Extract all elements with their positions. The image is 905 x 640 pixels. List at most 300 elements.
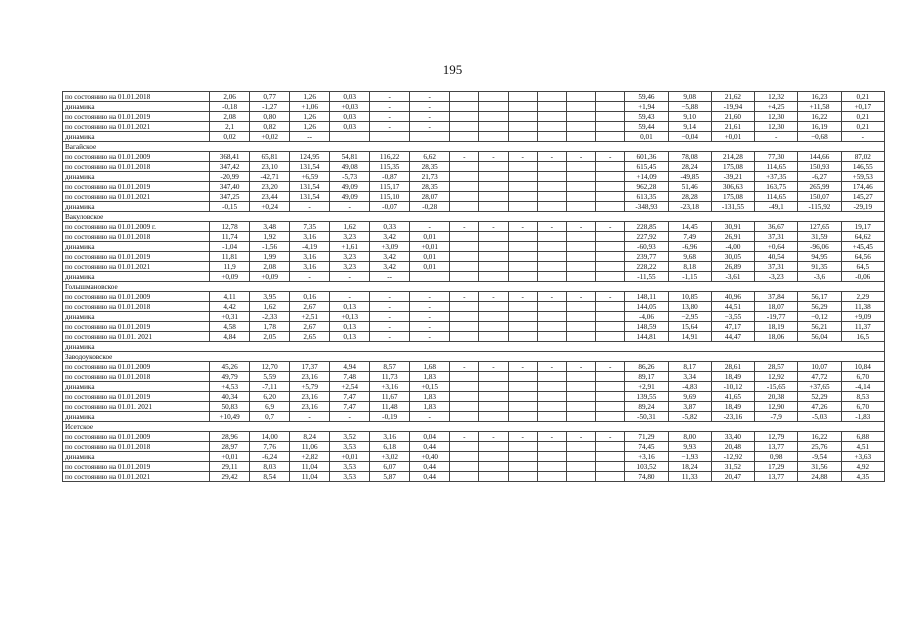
table-cell: 11,48 xyxy=(370,402,410,412)
table-cell xyxy=(537,252,566,262)
table-cell: 1,83 xyxy=(410,402,450,412)
table-row xyxy=(63,122,885,132)
table-cell: +1,06 xyxy=(290,102,330,112)
table-cell: 23,16 xyxy=(290,372,330,382)
table-cell xyxy=(596,312,625,322)
table-cell: 87,02 xyxy=(841,152,884,162)
table-row xyxy=(63,242,885,252)
table-cell: 11,37 xyxy=(841,322,884,332)
table-row xyxy=(63,452,885,462)
table-cell: 56,17 xyxy=(798,292,841,302)
table-cell: 21,61 xyxy=(711,122,754,132)
table-cell: 8,24 xyxy=(290,432,330,442)
table-cell: +14,09 xyxy=(625,172,668,182)
table-cell xyxy=(508,202,537,212)
table-cell: 7,48 xyxy=(330,372,370,382)
section-row xyxy=(63,342,885,352)
table-row xyxy=(63,402,885,412)
table-cell: 12,70 xyxy=(250,362,290,372)
table-cell: 228,22 xyxy=(625,262,668,272)
table-cell xyxy=(450,442,479,452)
table-cell: −3,55 xyxy=(711,312,754,322)
table-row xyxy=(63,132,885,142)
table-cell: - xyxy=(508,222,537,232)
table-cell: - xyxy=(537,432,566,442)
table-cell: 2,29 xyxy=(841,292,884,302)
table-cell: -23,16 xyxy=(711,412,754,422)
table-cell: -0,07 xyxy=(370,202,410,212)
table-cell: 31,56 xyxy=(798,462,841,472)
table-cell: 23,16 xyxy=(290,392,330,402)
table-cell: 4,35 xyxy=(841,472,884,482)
table-cell: 16,22 xyxy=(798,432,841,442)
table-cell: −5,88 xyxy=(668,102,711,112)
table-cell: 0,13 xyxy=(330,302,370,312)
table-cell xyxy=(450,392,479,402)
table-cell xyxy=(537,472,566,482)
table-cell: 2,08 xyxy=(250,262,290,272)
table-cell: −0,04 xyxy=(668,132,711,142)
table-row xyxy=(63,372,885,382)
table-cell xyxy=(596,472,625,482)
table-cell: 40,96 xyxy=(711,292,754,302)
table-cell: 0,98 xyxy=(755,452,798,462)
row-label: динамика xyxy=(63,412,210,422)
table-cell: 12,30 xyxy=(755,122,798,132)
table-cell: 18,24 xyxy=(668,462,711,472)
table-cell: 6,18 xyxy=(370,442,410,452)
table-cell: -1,04 xyxy=(210,242,250,252)
table-cell xyxy=(508,122,537,132)
row-label: по состоянию на 01.01.2021 xyxy=(63,472,210,482)
table-cell: 12,79 xyxy=(755,432,798,442)
table-cell: - xyxy=(479,292,508,302)
table-cell xyxy=(479,92,508,102)
table-cell: 33,40 xyxy=(711,432,754,442)
table-cell: 40,34 xyxy=(210,392,250,402)
table-cell xyxy=(508,412,537,422)
table-cell xyxy=(450,122,479,132)
table-cell: - xyxy=(596,362,625,372)
table-cell: +0,09 xyxy=(210,272,250,282)
table-cell xyxy=(596,202,625,212)
table-cell xyxy=(450,92,479,102)
table-cell: 12,30 xyxy=(755,112,798,122)
table-cell xyxy=(566,252,595,262)
table-cell: 9,08 xyxy=(668,92,711,102)
table-cell xyxy=(450,472,479,482)
table-cell: 0,21 xyxy=(841,122,884,132)
table-cell xyxy=(508,462,537,472)
table-cell: 0,01 xyxy=(625,132,668,142)
table-cell: 24,88 xyxy=(798,472,841,482)
table-cell xyxy=(479,442,508,452)
table-cell: 116,22 xyxy=(370,152,410,162)
table-cell: 2,67 xyxy=(290,302,330,312)
table-cell: 52,29 xyxy=(798,392,841,402)
table-cell: 64,56 xyxy=(841,252,884,262)
table-cell xyxy=(479,472,508,482)
table-cell: - xyxy=(450,362,479,372)
table-cell: -6,27 xyxy=(798,172,841,182)
table-cell: 175,08 xyxy=(711,162,754,172)
table-cell: 239,77 xyxy=(625,252,668,262)
table-cell: 5,87 xyxy=(370,472,410,482)
table-cell: - xyxy=(330,202,370,212)
table-cell: - xyxy=(450,292,479,302)
table-cell: 103,52 xyxy=(625,462,668,472)
table-cell: 12,78 xyxy=(210,222,250,232)
table-cell: - xyxy=(410,92,450,102)
table-cell xyxy=(479,242,508,252)
table-cell xyxy=(508,452,537,462)
table-cell: 8,03 xyxy=(250,462,290,472)
table-cell: +3,63 xyxy=(841,452,884,462)
table-cell: +0,24 xyxy=(250,202,290,212)
table-cell: 0,77 xyxy=(250,92,290,102)
table-cell: - xyxy=(508,152,537,162)
section-fill xyxy=(210,422,885,432)
table-cell xyxy=(508,322,537,332)
table-cell: 0,01 xyxy=(410,252,450,262)
table-cell xyxy=(537,122,566,132)
table-cell: +2,91 xyxy=(625,382,668,392)
table-cell: 12,92 xyxy=(755,372,798,382)
table-cell: +0,03 xyxy=(330,102,370,112)
table-cell: 9,14 xyxy=(668,122,711,132)
table-cell: -7,11 xyxy=(250,382,290,392)
table-cell xyxy=(450,382,479,392)
row-label: по состоянию на 01.01. 2021 xyxy=(63,332,210,342)
table-cell: 1,83 xyxy=(410,372,450,382)
table-cell: -- xyxy=(370,272,410,282)
table-cell xyxy=(479,112,508,122)
table-cell: -5,03 xyxy=(798,412,841,422)
table-cell: +0,09 xyxy=(250,272,290,282)
table-cell: 31,59 xyxy=(798,232,841,242)
table-cell: - xyxy=(450,222,479,232)
table-cell: 139,55 xyxy=(625,392,668,402)
table-cell xyxy=(450,332,479,342)
table-cell xyxy=(596,262,625,272)
table-cell: -4,83 xyxy=(668,382,711,392)
table-cell: - xyxy=(370,322,410,332)
table-cell: 3,42 xyxy=(370,262,410,272)
table-cell: 1,83 xyxy=(410,392,450,402)
table-cell: 9,93 xyxy=(668,442,711,452)
table-cell xyxy=(566,312,595,322)
table-cell: - xyxy=(566,432,595,442)
table-row xyxy=(63,442,885,452)
table-cell: -19,94 xyxy=(711,102,754,112)
table-cell: 114,65 xyxy=(755,192,798,202)
table-cell xyxy=(450,232,479,242)
table-cell: 89,17 xyxy=(625,372,668,382)
table-cell: 4,51 xyxy=(841,442,884,452)
table-cell xyxy=(479,232,508,242)
section-fill xyxy=(210,282,885,292)
table-cell xyxy=(479,272,508,282)
table-row xyxy=(63,332,885,342)
table-cell xyxy=(566,112,595,122)
table-cell: 3,16 xyxy=(370,432,410,442)
table-cell: 23,20 xyxy=(250,182,290,192)
table-cell xyxy=(479,202,508,212)
row-label: по состоянию на 01.01.2009 xyxy=(63,152,210,162)
table-cell: 20,47 xyxy=(711,472,754,482)
table-cell xyxy=(596,102,625,112)
table-cell: 74,45 xyxy=(625,442,668,452)
table-cell: 0,16 xyxy=(290,292,330,302)
table-cell xyxy=(566,392,595,402)
table-cell xyxy=(508,382,537,392)
table-cell: 2,1 xyxy=(210,122,250,132)
table-cell: +3,02 xyxy=(370,452,410,462)
section-row xyxy=(63,282,885,292)
table-cell: 3,34 xyxy=(668,372,711,382)
table-cell xyxy=(479,372,508,382)
table-cell xyxy=(450,412,479,422)
table-cell: 44,47 xyxy=(711,332,754,342)
table-cell: 25,76 xyxy=(798,442,841,452)
table-cell xyxy=(450,452,479,462)
table-cell: 37,31 xyxy=(755,262,798,272)
table-cell: - xyxy=(330,412,370,422)
table-cell: 47,26 xyxy=(798,402,841,412)
table-cell xyxy=(596,382,625,392)
table-cell: - xyxy=(596,432,625,442)
row-label: по состоянию на 01.01.2018 xyxy=(63,372,210,382)
table-cell: 4,58 xyxy=(210,322,250,332)
table-cell: 23,10 xyxy=(250,162,290,172)
table-cell: - xyxy=(370,112,410,122)
table-cell: 145,27 xyxy=(841,192,884,202)
table-cell xyxy=(479,102,508,112)
table-row xyxy=(63,182,885,192)
table-row xyxy=(63,292,885,302)
section-label: динамика xyxy=(63,342,210,352)
table-cell xyxy=(566,132,595,142)
table-cell: -19,77 xyxy=(755,312,798,322)
table-cell: +0,31 xyxy=(210,312,250,322)
table-cell: -5,73 xyxy=(330,172,370,182)
table-cell: 4,84 xyxy=(210,332,250,342)
table-cell: 114,65 xyxy=(755,162,798,172)
section-row xyxy=(63,352,885,362)
row-label: динамика xyxy=(63,452,210,462)
table-cell: -1,27 xyxy=(250,102,290,112)
table-cell xyxy=(537,332,566,342)
table-cell xyxy=(596,462,625,472)
row-label: по состоянию на 01.01.2018 xyxy=(63,162,210,172)
table-cell: -131,55 xyxy=(711,202,754,212)
table-cell: 124,95 xyxy=(290,152,330,162)
table-cell: 3,42 xyxy=(370,252,410,262)
table-cell: 47,17 xyxy=(711,322,754,332)
table-cell: -0,15 xyxy=(210,202,250,212)
table-row xyxy=(63,392,885,402)
table-row xyxy=(63,382,885,392)
table-cell: 37,84 xyxy=(755,292,798,302)
row-label: по состоянию на 01.01.2009 xyxy=(63,292,210,302)
table-cell xyxy=(450,112,479,122)
table-cell: 115,10 xyxy=(370,192,410,202)
table-cell: 115,17 xyxy=(370,182,410,192)
table-cell: -0,06 xyxy=(841,272,884,282)
table-cell: 163,75 xyxy=(755,182,798,192)
table-cell: -20,99 xyxy=(210,172,250,182)
table-cell: 131,54 xyxy=(290,162,330,172)
table-cell: - xyxy=(508,292,537,302)
table-cell: - xyxy=(370,122,410,132)
table-cell xyxy=(566,92,595,102)
table-cell xyxy=(566,272,595,282)
table-cell: −0,68 xyxy=(798,132,841,142)
table-cell xyxy=(596,192,625,202)
table-cell xyxy=(596,252,625,262)
table-cell: 144,66 xyxy=(798,152,841,162)
table-cell xyxy=(596,452,625,462)
table-cell: 56,29 xyxy=(798,302,841,312)
table-cell: 11,06 xyxy=(290,442,330,452)
table-cell: -7,9 xyxy=(755,412,798,422)
table-cell: - xyxy=(410,112,450,122)
row-label: динамика xyxy=(63,382,210,392)
table-cell: 0,13 xyxy=(330,332,370,342)
section-label: Заводоуковское xyxy=(63,352,210,362)
table-cell xyxy=(508,402,537,412)
row-label: динамика xyxy=(63,312,210,322)
table-cell: 347,25 xyxy=(210,192,250,202)
table-cell: 8,54 xyxy=(250,472,290,482)
table-cell: 20,38 xyxy=(755,392,798,402)
table-cell: 56,04 xyxy=(798,332,841,342)
row-label: по состоянию на 01.01.2019 xyxy=(63,252,210,262)
table-cell: 3,87 xyxy=(668,402,711,412)
table-cell xyxy=(566,402,595,412)
table-cell: +0,01 xyxy=(410,242,450,252)
table-cell: -12,92 xyxy=(711,452,754,462)
table-cell: 10,85 xyxy=(668,292,711,302)
row-label: по состоянию на 01.01.2018 xyxy=(63,442,210,452)
table-cell: 28,07 xyxy=(410,192,450,202)
table-cell xyxy=(566,192,595,202)
table-cell: −2,95 xyxy=(668,312,711,322)
table-cell: - xyxy=(596,292,625,302)
table-cell: 0,44 xyxy=(410,472,450,482)
row-label: по состоянию на 01.01.2021 xyxy=(63,262,210,272)
table-cell: 115,35 xyxy=(370,162,410,172)
table-cell: 0,03 xyxy=(330,92,370,102)
table-cell: - xyxy=(290,412,330,422)
table-cell: 0,7 xyxy=(250,412,290,422)
table-cell: 29,42 xyxy=(210,472,250,482)
table-cell xyxy=(566,332,595,342)
table-cell: 28,97 xyxy=(210,442,250,452)
table-cell xyxy=(596,442,625,452)
table-cell: 7,35 xyxy=(290,222,330,232)
table-cell: - xyxy=(755,132,798,142)
table-cell: +6,59 xyxy=(290,172,330,182)
table-cell: 2,05 xyxy=(250,332,290,342)
table-cell: 0,03 xyxy=(330,122,370,132)
row-label: по состоянию на 01.01.2019 xyxy=(63,462,210,472)
table-cell xyxy=(537,312,566,322)
table-cell: 54,81 xyxy=(330,152,370,162)
table-cell: +59,53 xyxy=(841,172,884,182)
table-cell xyxy=(596,122,625,132)
table-cell: 9,68 xyxy=(668,252,711,262)
table-cell: 1,26 xyxy=(290,122,330,132)
table-cell xyxy=(596,162,625,172)
table-cell: -4,14 xyxy=(841,382,884,392)
table-cell xyxy=(596,392,625,402)
table-cell xyxy=(537,462,566,472)
table-cell: 45,26 xyxy=(210,362,250,372)
table-cell xyxy=(508,332,537,342)
table-cell: 148,11 xyxy=(625,292,668,302)
table-cell: 50,83 xyxy=(210,402,250,412)
table-cell xyxy=(596,232,625,242)
table-cell xyxy=(479,182,508,192)
table-cell: +9,09 xyxy=(841,312,884,322)
table-cell xyxy=(537,382,566,392)
table-cell: 49,09 xyxy=(330,192,370,202)
table-row xyxy=(63,302,885,312)
section-label: Голышмановское xyxy=(63,282,210,292)
table-row xyxy=(63,172,885,182)
table-cell: - xyxy=(537,152,566,162)
table-row xyxy=(63,112,885,122)
table-cell: 6,62 xyxy=(410,152,450,162)
table-cell: 3,16 xyxy=(290,252,330,262)
table-cell: - xyxy=(370,312,410,322)
table-cell: +2,51 xyxy=(290,312,330,322)
table-cell xyxy=(537,262,566,272)
table-cell xyxy=(537,132,566,142)
table-cell: - xyxy=(370,302,410,312)
table-cell: 94,95 xyxy=(798,252,841,262)
table-cell: 31,52 xyxy=(711,462,754,472)
table-cell: 10,84 xyxy=(841,362,884,372)
table-cell: - xyxy=(537,292,566,302)
table-cell: -3,6 xyxy=(798,272,841,282)
table-cell: 11,04 xyxy=(290,472,330,482)
table-cell: 6,70 xyxy=(841,372,884,382)
table-cell: 9,69 xyxy=(668,392,711,402)
table-cell xyxy=(537,402,566,412)
table-cell: 7,47 xyxy=(330,392,370,402)
table-row xyxy=(63,362,885,372)
table-cell: - xyxy=(508,432,537,442)
table-cell: - xyxy=(479,362,508,372)
table-cell: -2,33 xyxy=(250,312,290,322)
table-cell: - xyxy=(479,222,508,232)
table-cell: +0,15 xyxy=(410,382,450,392)
table-row xyxy=(63,412,885,422)
table-cell: 11,33 xyxy=(668,472,711,482)
table-cell: - xyxy=(290,202,330,212)
table-cell: 6,20 xyxy=(250,392,290,402)
table-cell: -49,85 xyxy=(668,172,711,182)
table-cell xyxy=(537,322,566,332)
table-cell: 37,31 xyxy=(755,232,798,242)
table-cell: 347,40 xyxy=(210,182,250,192)
table-cell: 4,94 xyxy=(330,362,370,372)
table-cell xyxy=(479,172,508,182)
table-cell xyxy=(450,322,479,332)
table-cell: - xyxy=(370,292,410,302)
